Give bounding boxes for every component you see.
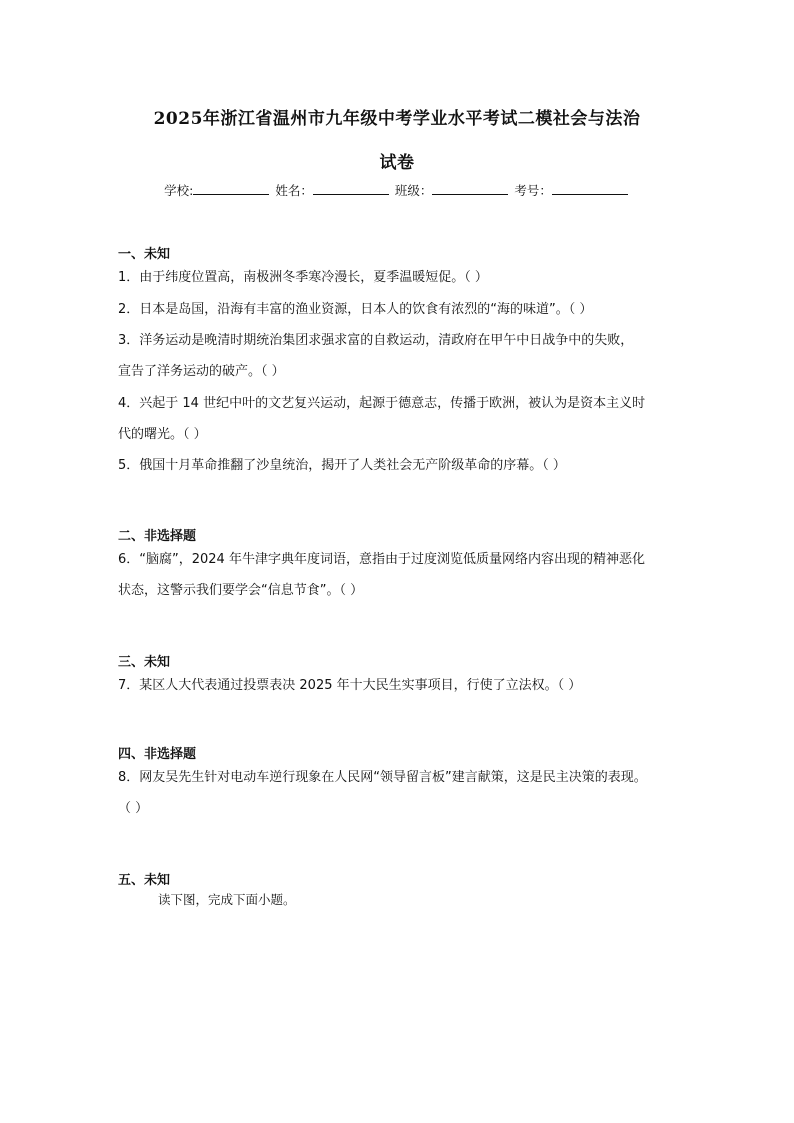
question-item: 7．某区人大代表通过投票表决 2025 年十大民生实事项目，行使了立法权。（ ） [118, 678, 582, 693]
question-item: 1．由于纬度位置高，南极洲冬季寒冷漫长，夏季温暖短促。（ ） [118, 270, 488, 285]
exam-title-line1: 2025年浙江省温州市九年级中考学业水平考试二模社会与法治 [153, 109, 641, 129]
question-item: 4．兴起于 14 世纪中叶的文艺复兴运动，起源于德意志，传播于欧洲，被认为是资本主义时 [118, 396, 646, 411]
section-heading: 二、非选择题 [118, 529, 197, 544]
exam-number-field: 考号： [514, 181, 630, 199]
section-heading: 五、未知 [118, 873, 171, 888]
question-item: 8．网友吴先生针对电动车逆行现象在人民网“领导留言板”建言献策，这是民主决策的表现。 [118, 770, 647, 785]
student-info-row [0, 181, 794, 199]
exam-title-line2: 试卷 [379, 153, 415, 173]
question-item: 5．俄国十月革命推翻了沙皇统治，揭开了人类社会无产阶级革命的序幕。（ ） [118, 458, 566, 473]
question-item-continued: 状态，这警示我们要学会“信息节食”。（ ） [118, 583, 364, 598]
name-blank[interactable] [313, 182, 389, 195]
exam-number-blank[interactable] [552, 182, 628, 195]
question-item: 3．洋务运动是晚清时期统治集团求强求富的自救运动，清政府在甲午中日战争中的失败， [118, 333, 634, 348]
question-item-continued: 代的曙光。（ ） [118, 427, 207, 442]
name-field: 姓名： [275, 181, 391, 199]
figure-instruction: 读下图，完成下面小题。 [158, 892, 296, 907]
section-heading: 三、未知 [118, 655, 171, 670]
question-item: 6．“脑腐”，2024 年牛津字典年度词语，意指由于过度浏览低质量网络内容出现的精神恶化 [118, 552, 645, 567]
school-blank[interactable] [193, 182, 269, 195]
section-heading: 四、非选择题 [118, 747, 197, 762]
class-field: 班级： [395, 181, 511, 199]
class-blank[interactable] [432, 182, 508, 195]
school-field: 学校: [164, 181, 271, 199]
question-item: 2．日本是岛国，沿海有丰富的渔业资源，日本人的饮食有浓烈的“海的味道”。（ ） [118, 302, 593, 317]
question-item-continued: 宣告了洋务运动的破产。（ ） [118, 364, 285, 379]
question-item-continued: （ ） [118, 801, 149, 816]
section-heading: 一、未知 [118, 247, 171, 262]
